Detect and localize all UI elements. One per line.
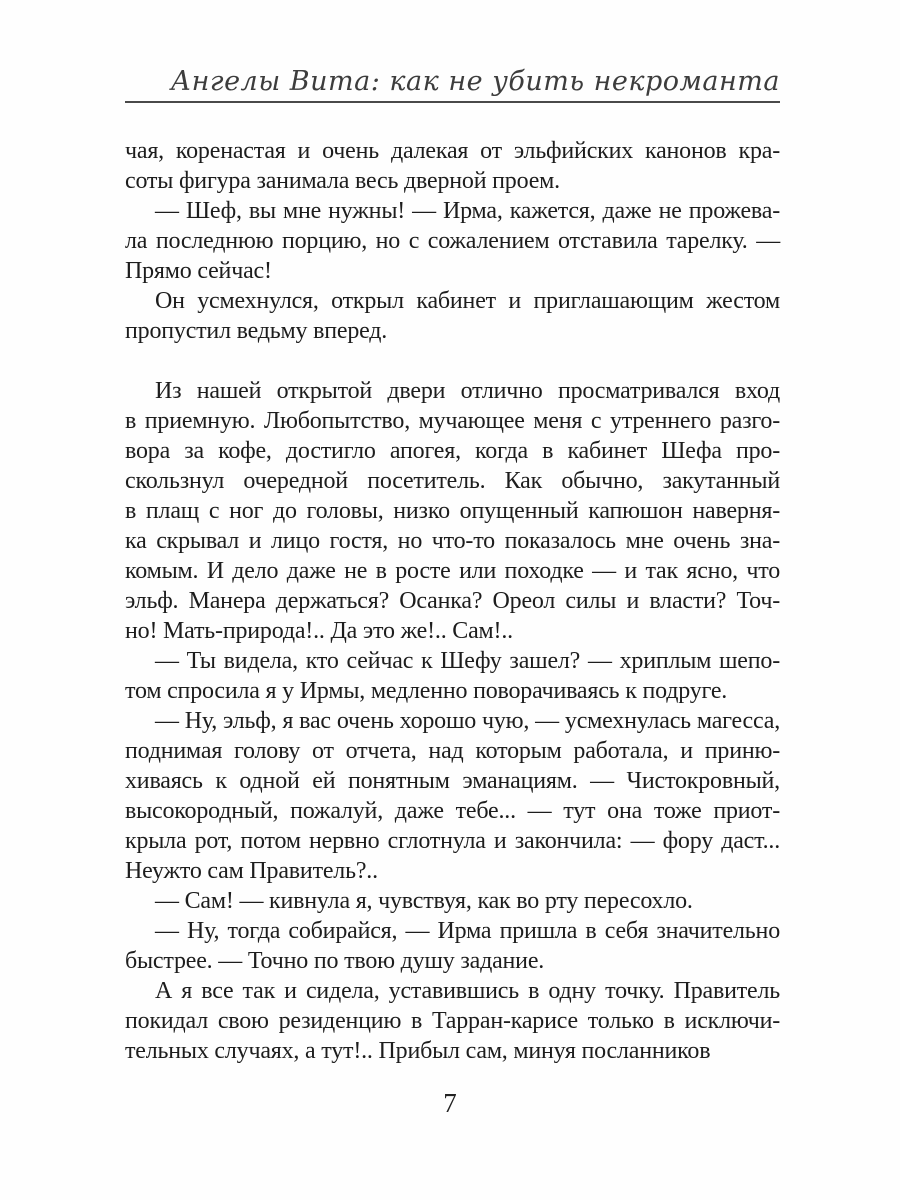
- text-line: пропустил ведьму вперед.: [125, 318, 388, 344]
- text-line: хиваясь к одной ей понятным эманациям. — Чистокровный,: [125, 768, 780, 794]
- text-column: [125, 0, 780, 1066]
- text-line: — Ну, эльф, я вас очень хорошо чую, — усмехнулась магесса,: [155, 708, 780, 734]
- header-rule: [125, 101, 780, 103]
- paragraph: [125, 196, 780, 286]
- text-line: Из нашей открытой двери отлично просматривался вход: [155, 378, 780, 404]
- text-line: быстрее. — Точно по твою душу задание.: [125, 948, 545, 974]
- text-line: том спросила я у Ирмы, медленно поворачиваясь к подруге.: [125, 678, 728, 704]
- text-line: Неужто сам Правитель?..: [125, 858, 378, 884]
- paragraph: [125, 286, 780, 346]
- text-line: — Ну, тогда собирайся, — Ирма пришла в себя значительно: [155, 918, 780, 944]
- text-line: высокородный, пожалуй, даже тебе... — тут она тоже приот-: [125, 798, 780, 824]
- text-line: скользнул очередной посетитель. Как обычно, закутанный: [125, 468, 780, 494]
- text-line: вора за кофе, достигло апогея, когда в кабинет Шефа про-: [125, 438, 780, 464]
- text-line: ка скрывал и лицо гостя, но что-то показалось мне очень зна-: [125, 528, 780, 554]
- text-line: крыла рот, потом нервно сглотнула и закончила: — фору даст...: [125, 828, 780, 854]
- text-line: эльф. Манера держаться? Осанка? Ореол силы и власти? Точ-: [125, 588, 780, 614]
- text-line: комым. И дело даже не в росте или походке — и так ясно, что: [125, 558, 780, 584]
- body-text: [125, 136, 780, 1066]
- text-line: в плащ с ног до головы, низко опущенный капюшон наверня-: [125, 498, 780, 524]
- text-line: Прямо сейчас!: [125, 258, 272, 284]
- paragraph: [125, 706, 780, 886]
- text-line: — Шеф, вы мне нужны! — Ирма, кажется, даже не прожева-: [155, 198, 780, 224]
- paragraph: [125, 916, 780, 976]
- paragraph: [125, 886, 780, 916]
- running-header: Ангелы Вита: как не убить некроманта: [170, 66, 780, 97]
- paragraph: [125, 646, 780, 706]
- text-line: поднимая голову от отчета, над которым работала, и приню-: [125, 738, 780, 764]
- text-line: — Ты видела, кто сейчас к Шефу зашел? — хриплым шепо-: [155, 648, 780, 674]
- text-line: соты фигура занимала весь дверной проем.: [125, 168, 560, 194]
- text-line: но! Мать-природа!.. Да это же!.. Сам!..: [125, 618, 513, 644]
- text-line: чая, коренастая и очень далекая от эльфийских канонов кра-: [125, 138, 780, 164]
- text-line: ла последнюю порцию, но с сожалением отставила тарелку. —: [125, 228, 780, 254]
- paragraph: [125, 976, 780, 1066]
- paragraph: [125, 136, 780, 196]
- text-line: А я все так и сидела, уставившись в одну точку. Правитель: [155, 978, 780, 1004]
- text-line: в приемную. Любопытство, мучающее меня с утреннего разго-: [125, 408, 780, 434]
- text-line: Он усмехнулся, открыл кабинет и приглашающим жестом: [155, 288, 780, 314]
- page-number: 7: [443, 1088, 457, 1118]
- text-line: — Сам! — кивнула я, чувствуя, как во рту пересохло.: [155, 888, 693, 914]
- text-line: тельных случаях, а тут!.. Прибыл сам, минуя посланников: [125, 1038, 711, 1064]
- paragraph: [125, 376, 780, 646]
- text-line: покидал свою резиденцию в Тарран-карисе только в исключи-: [125, 1008, 780, 1034]
